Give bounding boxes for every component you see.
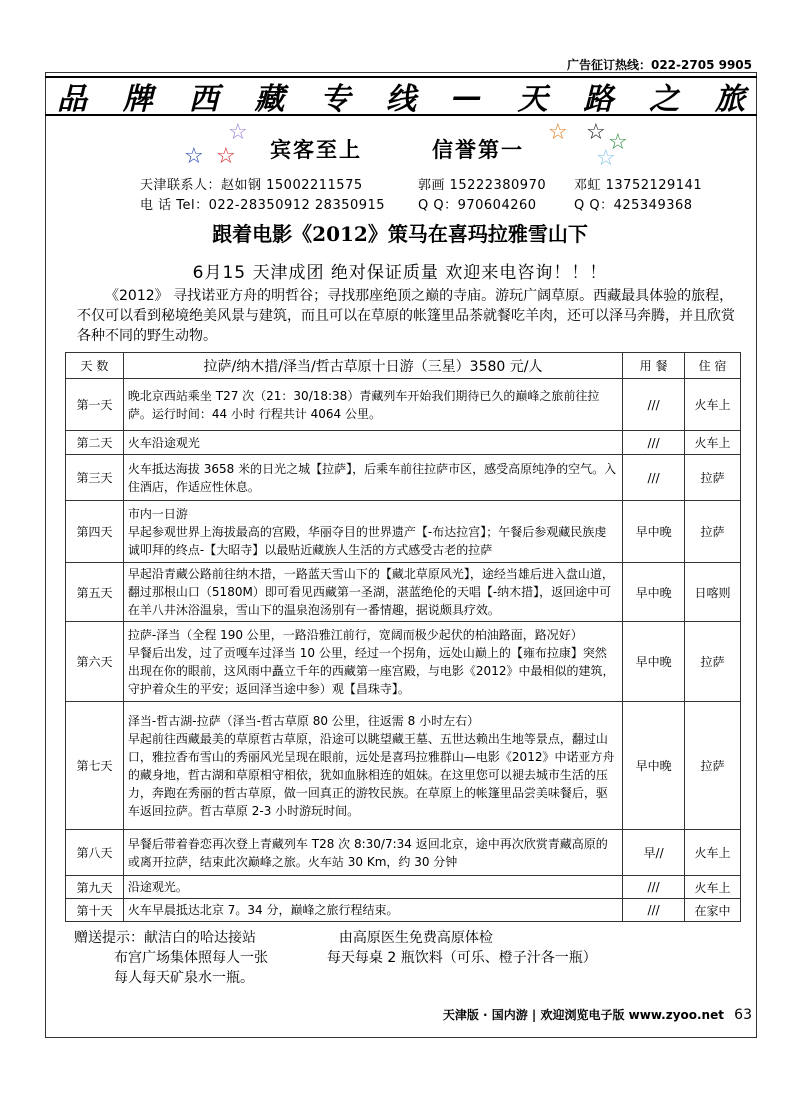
day-cell: 第三天: [66, 455, 124, 501]
header-meals: 用 餐: [623, 353, 685, 379]
lodging-cell: 拉萨: [685, 702, 741, 830]
table-row: [66, 876, 741, 899]
contact-tel: 电 话 Tel：022-28350912 28350915: [140, 198, 386, 213]
table-row: [66, 501, 741, 563]
banner-char: 线: [385, 82, 416, 117]
star-icon: ☆: [228, 120, 248, 145]
table-row: [66, 830, 741, 876]
banner-char: 品: [57, 82, 87, 117]
meal-cell: 早中晚: [623, 501, 685, 563]
banner-char: 路: [583, 82, 614, 117]
table-row: [66, 702, 741, 830]
itinerary-cell: 晚北京西站乘坐 T27 次（21：30/18:38）青藏列车开始我们期待已久的巅峰之旅前往拉萨。运行时间：44 小时 行程共计 4064 公里。: [123, 379, 622, 431]
banner-char: 西: [188, 82, 219, 117]
star-icon: ☆: [216, 144, 236, 169]
table-row: [66, 899, 741, 922]
banner-char: 专: [320, 82, 351, 117]
ad-hotline: 广告征订热线：022-2705 9905: [566, 58, 752, 72]
gift-item: 献洁白的哈达接站: [144, 930, 256, 946]
gift-item: 布宫广场集体照每人一张: [114, 950, 268, 966]
day-cell: 第十天: [66, 899, 124, 922]
headline: 跟着电影《2012》策马在喜玛拉雅雪山下: [212, 222, 588, 246]
itinerary-cell: 早餐后带着眷恋再次登上青藏列车 T28 次 8:30/7:34 返回北京，途中再次欣赏青藏高原的或离开拉萨，结束此次巅峰之旅。火车站 30 Km，约 30 分钟: [123, 830, 622, 876]
gift-notes: [74, 928, 597, 988]
slogan-reputation-first: 信誉第一: [432, 137, 524, 162]
star-icon: ☆: [184, 144, 204, 169]
footer-text: 天津版 · 国内游 | 欢迎浏览电子版 www.zyoo.net: [442, 1008, 724, 1022]
slogan-guest-first: 宾客至上: [270, 137, 362, 162]
itinerary-cell: 火车抵达海拔 3658 米的日光之城【拉萨】，后乘车前往拉萨市区，感受高原纯净的空气。入住酒店，作适应性休息。: [123, 455, 622, 501]
table-row: [66, 431, 741, 455]
meal-cell: 早中晚: [623, 563, 685, 622]
banner-char: 牌: [122, 82, 153, 117]
lodging-cell: 火车上: [685, 830, 741, 876]
contact-qq-deng: Q Q：425349368: [574, 198, 693, 213]
meal-cell: ///: [623, 899, 685, 922]
banner-char: 之: [649, 82, 680, 117]
day-cell: 第一天: [66, 379, 124, 431]
lodging-cell: 日喀则: [685, 563, 741, 622]
banner-char: —: [451, 78, 482, 114]
gift-label: 赠送提示：: [74, 930, 144, 946]
gift-item: 每天每桌 2 瓶饮料（可乐、橙子汁各一瓶）: [326, 950, 597, 966]
meal-cell: 早//: [623, 830, 685, 876]
day-cell: 第四天: [66, 501, 124, 563]
itinerary-cell: 市内一日游 早起参观世界上海拔最高的宫殿，华丽夺目的世界遗产【-布达拉宫】；午餐后参观藏民族虔诚叩拜的终点-【大昭寺】以最贴近藏族人生活的方式感受古老的拉萨: [123, 501, 622, 563]
star-icon: ☆: [608, 130, 628, 155]
itinerary-cell: 泽当-哲古湖-拉萨（泽当-哲古草原 80 公里，往返需 8 小时左右） 早起前往西藏最美的草原哲古草原，沿途可以眺望藏王墓、五世达赖出生地等景点，翻过山口，雅拉香布雪山的秀丽风光呈现在眼前，远处是喜玛拉雅群山—电影《2012》中诺亚方舟的藏身地，哲古湖和草原相守相依，犹如血脉相连的姐妹。在这里您可以褪去城市生活的压力，奔跑在秀丽的哲古草原，做一回真正的游牧民族。在草原上的帐篷里品尝美味餐后，驱车返回拉萨。哲古草原 2-3 小时游玩时间。: [123, 702, 622, 830]
subheadline: 6月15 天津成团 绝对保证质量 欢迎来电咨询！！！: [192, 263, 608, 283]
table-row: [66, 563, 741, 622]
lodging-cell: 火车上: [685, 431, 741, 455]
banner-char: 藏: [254, 82, 285, 117]
brand-banner: [45, 76, 757, 116]
table-row: [66, 379, 741, 431]
page-footer: [443, 1006, 752, 1023]
contact-zhao: 天津联系人：赵如钢 15002211575: [140, 178, 363, 193]
header-tour-title: 拉萨/纳木措/泽当/哲古草原十日游（三星）3580 元/人: [123, 353, 622, 379]
lodging-cell: 在家中: [685, 899, 741, 922]
day-cell: 第八天: [66, 830, 124, 876]
day-cell: 第五天: [66, 563, 124, 622]
itinerary-cell: 沿途观光。: [123, 876, 622, 899]
day-cell: 第九天: [66, 876, 124, 899]
lodging-cell: 拉萨: [685, 622, 741, 702]
meal-cell: 早中晚: [623, 702, 685, 830]
day-cell: 第七天: [66, 702, 124, 830]
banner-char: 旅: [714, 82, 745, 117]
meal-cell: ///: [623, 431, 685, 455]
header-lodging: 住 宿: [685, 353, 741, 379]
page-number: 63: [734, 1007, 752, 1023]
lodging-cell: 拉萨: [685, 501, 741, 563]
meal-cell: ///: [623, 876, 685, 899]
table-row: [66, 455, 741, 501]
lodging-cell: 火车上: [685, 876, 741, 899]
contact-qq-guo: Q Q：970604260: [418, 198, 537, 213]
table-row: [66, 622, 741, 702]
meal-cell: ///: [623, 455, 685, 501]
lodging-cell: 火车上: [685, 379, 741, 431]
star-icon: ☆: [548, 120, 568, 145]
meal-cell: ///: [623, 379, 685, 431]
gift-item: 每人每天矿泉水一瓶。: [114, 970, 254, 986]
contact-guo: 郭画 15222380970: [418, 178, 547, 193]
itinerary-cell: 拉萨-泽当（全程 190 公里，一路沿雅江前行，宽阔而极少起伏的柏油路面，路况好） 早餐后出发，过了贡嘎车过泽当 10 公里，经过一个拐角，远处山巅上的【雍布拉康】突然出现在你的眼前，这风雨中矗立千年的西藏第一座宫殿，与电影《2012》中最相似的建筑，守护着众生的平安；返回泽当途中参）观【昌珠寺】。: [123, 622, 622, 702]
intro-paragraph: 《2012》 寻找诺亚方舟的明哲谷；寻找那座绝顶之巅的寺庙。游玩广阔草原。西藏最具体验的旅程，不仅可以看到秘境绝美风景与建筑，而且可以在草原的帐篷里品茶就餐吃羊肉，还可以泽马奔腾，并且欣赏各种不同的野生动物。: [77, 288, 735, 344]
day-cell: 第二天: [66, 431, 124, 455]
itinerary-cell: 火车沿途观光: [123, 431, 622, 455]
contact-deng: 邓虹 13752129141: [574, 178, 703, 193]
day-cell: 第六天: [66, 622, 124, 702]
banner-char: 天: [517, 82, 548, 117]
star-icon: ☆: [586, 120, 606, 145]
itinerary-table: [65, 352, 741, 922]
itinerary-cell: 火车早晨抵达北京 7。34 分，巅峰之旅行程结束。: [123, 899, 622, 922]
gift-item: 由高原医生免费高原体检: [338, 930, 493, 946]
header-day: 天 数: [66, 353, 124, 379]
lodging-cell: 拉萨: [685, 455, 741, 501]
itinerary-cell: 早起沿青藏公路前往纳木措，一路蓝天雪山下的【藏北草原风光】，途经当雄后进入盘山道，翻过那根山口（5180M）即可看见西藏第一圣湖，湛蓝绝伦的天唱【-纳木措】，返回途中可在羊八井沐浴温泉，雪山下的温泉泡汤别有一番情趣，据说颇具疗效。: [123, 563, 622, 622]
star-icon: ☆: [596, 146, 616, 171]
meal-cell: 早中晚: [623, 622, 685, 702]
